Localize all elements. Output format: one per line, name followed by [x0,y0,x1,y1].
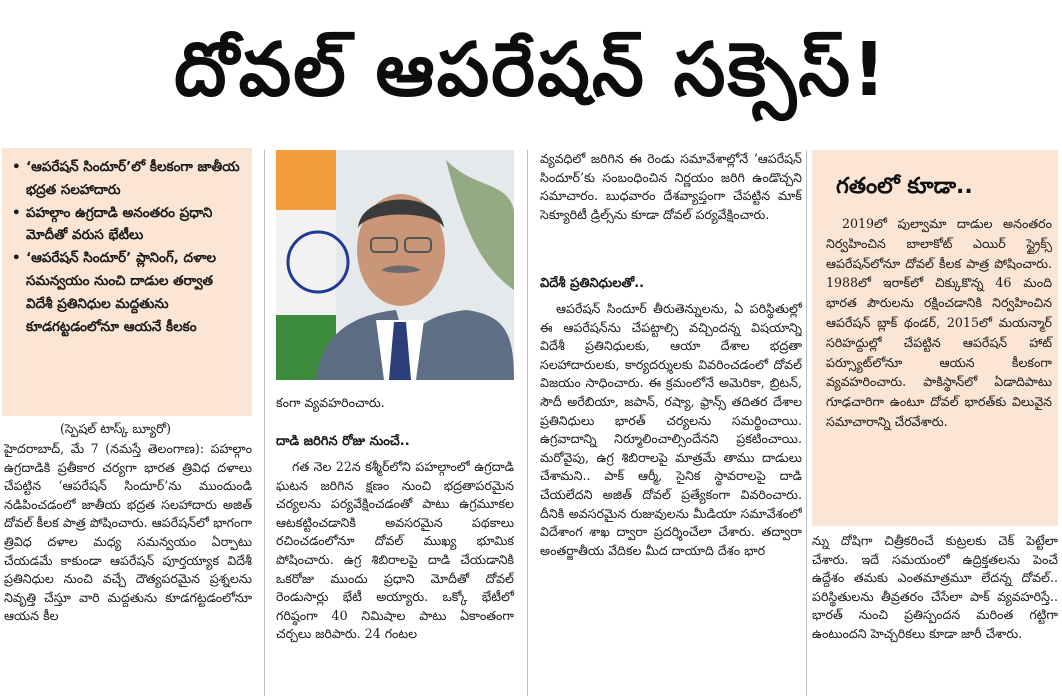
highlight-item: • ‘ఆపరేషన్ సిందూర్’లో కీలకంగా జాతీయ భద్రత సలహాదారు [12,156,242,202]
column-2 [276,458,514,696]
column-4-text: న్ను దోషిగా చిత్రీకరించే కుట్రలకు చెక్ పెట్టేలా చేశారు. ఇదే సమయంలో ఉద్రిక్తతలను పెంచే ఉద్దేశం తమకు ఎంతమాత్రమూ లేదన్న దోవల్.. పరిస్థితులను తీవ్రతరం చేసేలా పాక్ వ్యవహరిస్తే.. భారత్ నుంచి ప్రతిస్పందన మరింత గట్టిగా ఉంటుందని హెచ్చరికలు కూడా జారీ చేశారు. [812,533,1058,641]
column-divider [264,150,265,696]
sidebar-text: 2019లో పుల్వామా దాడుల అనంతరం నిర్వహించిన బాలాకోట్ ఎయిర్ స్ట్రైక్స్ ఆపరేషన్‌లోనూ దోవల్ కీలక పాత్ర పోషించారు. 1988లో ఇరాక్‌లో చిక్కుకొన్న 46 మంది భారత పౌరులను రక్షించడానికి నిర్వహించిన ఆపరేషన్ బ్లాక్ థండర్, 2015లో మయన్మార్ సరిహద్దుల్లో చేపట్టిన ఆపరేషన్ హాట్ పర్స్యూట్‌లోనూ ఆయన కీలకంగా వ్యవహరించారు. పాకిస్థాన్‌లో ఏడాదిపాటు గూఢచారిగా ఉంటూ దోవల్ భారత్‌కు విలువైన సమాచారాన్ని చేరవేశారు. [826,216,1052,429]
column-1-text: హైదరాబాద్, మే 7 (నమస్తే తెలంగాణ): పహల్గాం ఉగ్రదాడికి ప్రతీకార చర్యగా భారత త్రివిధ దళాలు చేపట్టిన ‘ఆపరేషన్ సిందూర్’ను ముందుండి నడిపించడంలో జాతీయ భద్రత సలహాదారు అజిత్ దోవల్ కీలక పాత్ర పోషించారు. ఆపరేషన్‌లో భాగంగా త్రివిధ దళాల మధ్య సమన్వయం ఏర్పాటు చేయడమే కాకుండా ఆపరేషన్ పూర్తయ్యాక విదేశీ ప్రతినిధుల నుంచి వచ్చే దౌత్యపరమైన ప్రశ్నలను నివృత్తి చేస్తూ వారి మద్దతును కూడగట్టడంలోనూ ఆయన కీల [4,441,252,624]
sidebar-title: గతంలో కూడా.. [836,174,973,199]
column-2-subheading: దాడి జరిగిన రోజు నుంచే.. [276,434,410,449]
column-3 [540,300,802,696]
column-3-subheading: విదేశీ ప్రతినిధులతో.. [540,276,645,291]
column-2-text: గత నెల 22న కశ్మీర్‌లోని పహల్గాంలో ఉగ్రదాడి ఘటన జరిగిన క్షణం నుంచి భద్రతాపరమైన చర్యలను పర్యవేక్షించడంతో పాటు ఉగ్రమూకల ఆటకట్టించడానికి అవసరమైన పథకాలు రచించడంలోనూ దోవల్ ముఖ్య భూమిక పోషించారు. ఉగ్ర శిబిరాలపై దాడి చేయడానికి ఒకరోజు ముందు ప్రధాని మోదీతో దోవల్ రెండుసార్లు భేటీ అయ్యారు. ఒక్కో భేటీలో గరిష్ఠంగా 40 నిమిషాల పాటు ఏకాంతంగా చర్చలు జరిపారు. 24 గంటల [276,459,514,642]
highlight-item: • పహల్గాం ఉగ్రదాడి అనంతరం ప్రధాని మోదీతో వరుస భేటీలు [12,202,242,248]
column-2-top-text: కంగా వ్యవహరించారు. [276,395,385,410]
column-2-top [276,394,514,416]
portrait-illustration [276,150,514,380]
column-3-top [540,150,802,262]
highlights-box [2,148,252,416]
byline: (స్పెషల్ టాస్క్ బ్యూరో) [60,421,171,436]
column-divider [806,150,807,696]
highlight-item: • ‘ఆపరేషన్ సిందూర్’ ప్లానింగ్, దళాల సమన్వయం నుంచి దాడుల తర్వాత విదేశీ ప్రతినిధుల మద్దతును కూడగట్టడంలోనూ ఆయనే కీలకం [12,247,242,338]
ajit-doval-photo [276,150,514,380]
sidebar-box [812,150,1058,526]
column-divider [527,150,528,696]
column-4 [812,532,1058,696]
column-3-text: ఆపరేషన్ సిందూర్ తీరుతెన్నులను, ఏ పరిస్థితుల్లో ఈ ఆపరేషన్‌ను చేపట్టాల్సి వచ్చిందన్న విషయాన్ని విదేశీ ప్రతినిధులకు, ఆయా దేశాల భద్రతా సలహాదారులకు, కార్యదర్శులకు వివరించడంలో దోవల్ విజయం సాధించారు. ఈ క్రమంలోనే అమెరికా, బ్రిటన్, సౌదీ అరేబియా, జపాన్, రష్యా, ఫ్రాన్స్ తదితర దేశాల ప్రతినిధులు భారత్ చర్యలను సమర్థించాయి. ఉగ్రవాదాన్ని నిర్మూలించాల్సిందేనని ప్రకటించాయి. మరోవైపు, ఉగ్ర శిబిరాలపై మాత్రమే తాము దాడులు చేశామని.. పాక్ ఆర్మీ, సైనిక స్థావరాలపై దాడి చేయలేదని అజిత్ దోవల్ ప్రత్యేకంగా వివరించారు. దీనికి అవసరమైన రుజువులను మీడియా సమావేశంలో విదేశాంగ శాఖ ద్వారా ప్రదర్శించేలా చేశారు. తద్వారా అంతర్జాతీయ వేదికల మీద దాయాది దేశం భార [540,301,802,558]
column-1 [4,440,252,696]
headline: దోవల్ ఆపరేషన్ సక్సెస్! [174,27,888,113]
column-3-top-text: వ్యవధిలో జరిగిన ఈ రెండు సమావేశాల్లోనే ‘ఆపరేషన్ సిందూర్’కు సంబంధించిన నిర్ణయం జరిగి ఉండొచ్చని సమాచారం. బుధవారం దేశవ్యాప్తంగా చేపట్టిన మాక్ సెక్యూరిటీ డ్రిల్స్‌ను కూడా దోవల్ పర్యవేక్షించారు. [540,151,802,222]
